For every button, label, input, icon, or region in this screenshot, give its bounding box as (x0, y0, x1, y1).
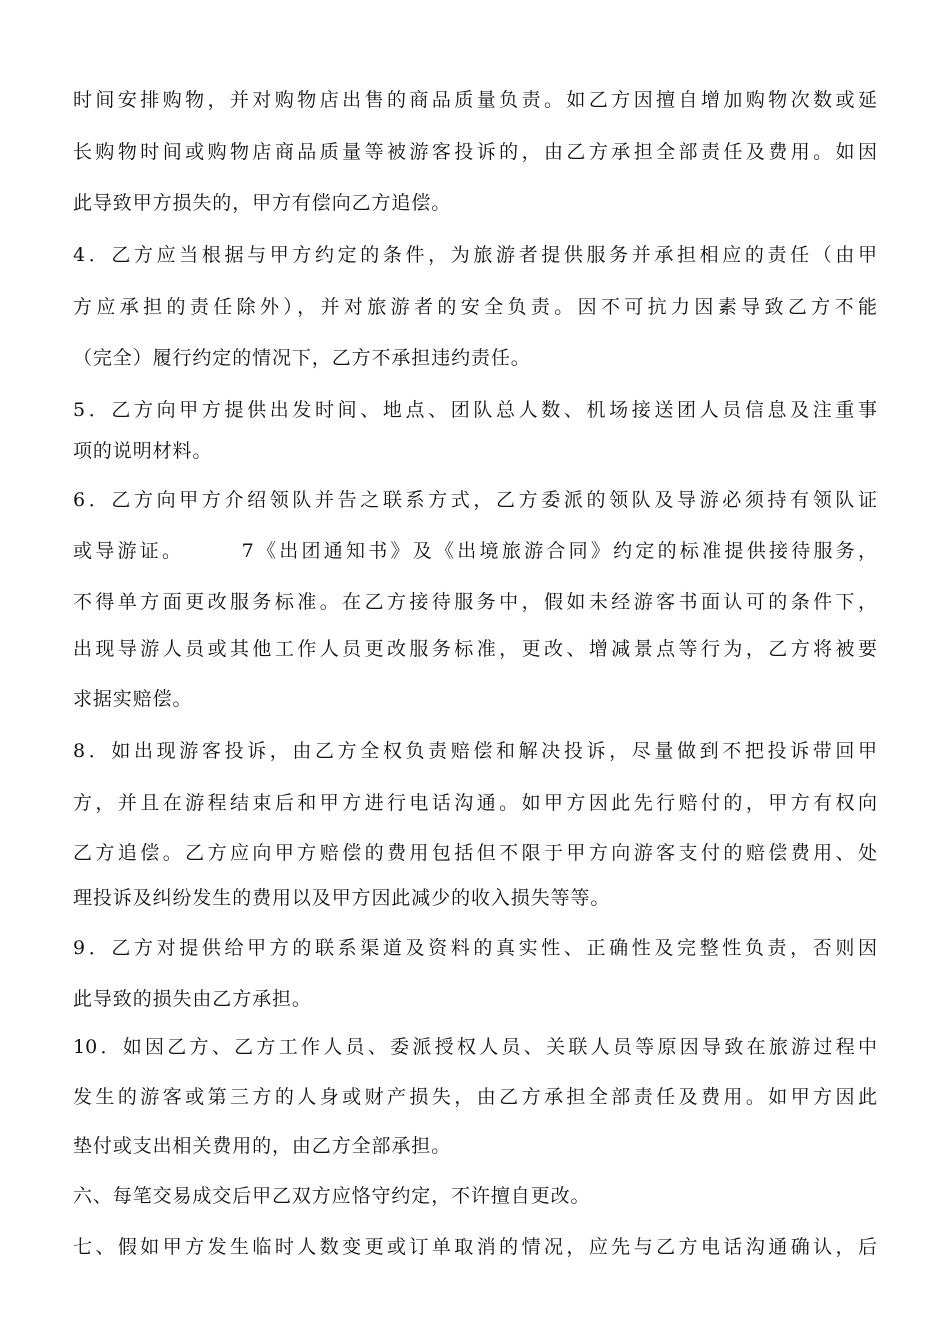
text-line-13: 求据实赔偿。 (73, 688, 193, 710)
text-line-9: 6．乙方向甲方介绍领队并告之联系方式，乙方委派的领队及导游必须持有领队证 (73, 489, 877, 511)
text-line-12: 出现导游人员或其他工作人员更改服务标准，更改、增减景点等行为，乙方将被要 (73, 638, 877, 660)
text-line-4: 4．乙方应当根据与甲方约定的条件，为旅游者提供服务并承担相应的责任（由甲 (73, 244, 877, 266)
text-line-20: 10．如因乙方、乙方工作人员、委派授权人员、关联人员等原因导致在旅游过程中 (73, 1036, 877, 1058)
text-line-3: 此导致甲方损失的，甲方有偿向乙方追偿。 (73, 192, 452, 214)
text-line-2: 长购物时间或购物店商品质量等被游客投诉的，由乙方承担全部责任及费用。如因 (73, 141, 877, 163)
text-line-6: （完全）履行约定的情况下，乙方不承担违约责任。 (73, 347, 531, 369)
text-line-24: 七、假如甲方发生临时人数变更或订单取消的情况，应先与乙方电话沟通确认，后 (73, 1236, 877, 1258)
text-line-19: 此导致的损失由乙方承担。 (73, 988, 312, 1010)
text-line-5: 方应承担的责任除外），并对旅游者的安全负责。因不可抗力因素导致乙方不能 (73, 296, 877, 318)
text-line-11: 不得单方面更改服务标准。在乙方接待服务中，假如未经游客书面认可的条件下， (73, 591, 877, 613)
text-line-16: 乙方追偿。乙方应向甲方赔偿的费用包括但不限于甲方向游客支付的赔偿费用、处 (73, 842, 877, 864)
text-line-10: 或导游证。 7《出团通知书》及《出境旅游合同》约定的标准提供接待服务， (73, 540, 877, 562)
text-line-17: 理投诉及纠纷发生的费用以及甲方因此减少的收入损失等等。 (73, 887, 611, 909)
text-line-7: 5．乙方向甲方提供出发时间、地点、团队总人数、机场接送团人员信息及注重事 (73, 399, 877, 421)
text-line-22: 垫付或支出相关费用的，由乙方全部承担。 (73, 1135, 452, 1157)
text-line-15: 方，并且在游程结束后和甲方进行电话沟通。如甲方因此先行赔付的，甲方有权向 (73, 792, 877, 814)
text-line-23: 六、每笔交易成交后甲乙双方应恪守约定，不许擅自更改。 (73, 1185, 591, 1207)
text-line-21: 发生的游客或第三方的人身或财产损失，由乙方承担全部责任及费用。如甲方因此 (73, 1086, 877, 1108)
text-line-18: 9．乙方对提供给甲方的联系渠道及资料的真实性、正确性及完整性负责，否则因 (73, 937, 877, 959)
text-line-1: 时间安排购物，并对购物店出售的商品质量负责。如乙方因擅自增加购物次数或延 (73, 89, 877, 111)
text-line-8: 项的说明材料。 (73, 440, 213, 462)
text-line-14: 8．如出现游客投诉，由乙方全权负责赔偿和解决投诉，尽量做到不把投诉带回甲 (73, 740, 877, 762)
